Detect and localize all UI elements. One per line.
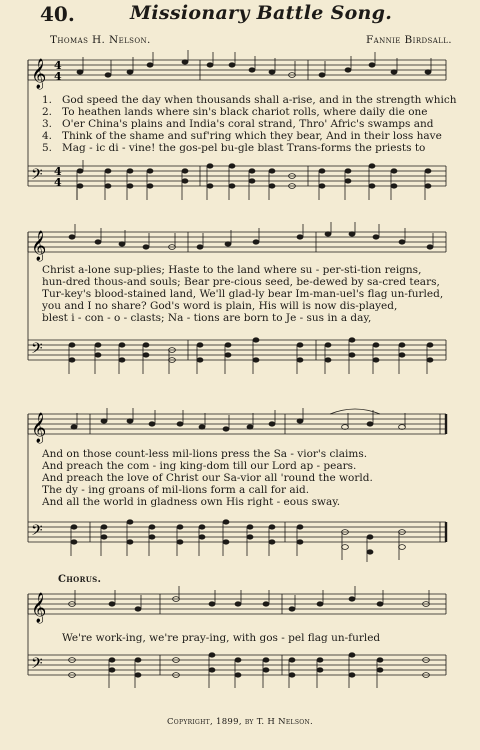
system-1-bass-staff xyxy=(0,158,480,208)
system-2-treble-staff xyxy=(0,220,480,270)
bass-clef-icon: 𝄢 xyxy=(31,166,43,187)
lyric-line: 5. Mag - ic di - vine! the gos-pel bu-gle blast Trans-forms the priests to xyxy=(42,142,426,154)
composer-credit: Fannie Birdsall. xyxy=(365,34,452,46)
chorus-bass-notes xyxy=(69,653,430,688)
lyric-line: And preach the com - ing king-dom till our Lord ap - pears. xyxy=(42,460,357,472)
system-2-treble-notes xyxy=(69,222,433,249)
lyric-line: hun-dred thous-and souls; Bear pre-cious seed, be-dewed by sa-cred tears, xyxy=(42,276,440,288)
system-2-bass-notes xyxy=(69,338,433,374)
verse-number: 2. xyxy=(42,106,53,118)
system-2-bass-staff xyxy=(0,330,480,380)
lyric-line: Tur-key's blood-stained land, We'll glad-ly bear Im-man-uel's flag un-furled, xyxy=(42,288,444,300)
lyric-line: Christ a-lone sup-plies; Haste to the land where su - per-sti-tion reigns, xyxy=(42,264,422,276)
verse-number: 3. xyxy=(42,118,53,130)
system-1-treble-staff xyxy=(0,50,480,96)
svg-text:4: 4 xyxy=(54,165,62,178)
verse-number: 4. xyxy=(42,130,53,142)
lyric-line: And on those count-less mil-lions press the Sa - vior's claims. xyxy=(42,448,368,460)
lyric-line: you and I no share? God's word is plain, His will is now dis-played, xyxy=(42,300,398,312)
lyric-line: The dy - ing groans of mil-lions form a call for aid. xyxy=(42,484,310,496)
verse-number: 5. xyxy=(42,142,53,154)
system-2-lyrics xyxy=(42,264,462,324)
chorus-lyric-line: We're work-ing, we're pray-ing, with gos - pel flag un-furled xyxy=(62,632,381,644)
lyric-line: And all the world in gladness own His right - eous sway. xyxy=(42,496,341,508)
treble-clef-icon: 𝄞 xyxy=(31,231,47,261)
time-signature-bottom: 4 xyxy=(54,70,62,83)
bass-clef-icon: 𝄢 xyxy=(31,655,43,676)
svg-text:4: 4 xyxy=(54,176,62,189)
treble-clef-icon: 𝄞 xyxy=(31,593,47,623)
system-3-lyrics xyxy=(42,448,462,508)
song-title: Missionary Battle Song. xyxy=(130,2,393,24)
system-1-lyrics xyxy=(42,94,462,154)
bass-clef-icon: 𝄢 xyxy=(31,340,43,361)
chorus-treble-staff xyxy=(0,582,480,630)
chorus-bass-staff xyxy=(0,645,480,693)
treble-clef-icon: 𝄞 xyxy=(31,413,47,443)
lyric-line: 1. God speed the day when thousands shall a-rise, and in the strength which xyxy=(42,94,457,106)
bass-clef-icon: 𝄢 xyxy=(31,522,43,543)
system-3-treble-staff xyxy=(0,404,480,450)
time-signature-top: 4 xyxy=(54,59,62,72)
system-3-treble-notes xyxy=(71,408,405,431)
treble-clef-icon: 𝄞 xyxy=(31,59,47,89)
lyricist-credit: Thomas H. Nelson. xyxy=(50,34,151,46)
lyric-line: blest i - con - o - clasts; Na - tions are born to Je - sus in a day, xyxy=(42,312,372,324)
lyric-line: 3. O'er China's plains and India's coral strand, Thro' Afric's swamps and xyxy=(42,118,434,130)
system-3-bass-notes xyxy=(71,520,405,562)
copyright-notice: Copyright, 1899, by T. H Nelson. xyxy=(166,717,314,727)
lyric-line: 2. To heathen lands where sin's black chariot rolls, where daily die one xyxy=(42,106,428,118)
system-1-treble-notes xyxy=(77,50,431,77)
chorus-label: Chorus. xyxy=(58,574,102,585)
verse-number: 1. xyxy=(42,94,53,106)
lyric-line: And preach the love of Christ our Sa-vior all 'round the world. xyxy=(42,472,373,484)
page-number: 40. xyxy=(40,2,75,26)
system-3-bass-staff xyxy=(0,512,480,564)
lyric-line: 4. Think of the shame and suf'ring which they bear, And in their loss have xyxy=(42,130,442,142)
